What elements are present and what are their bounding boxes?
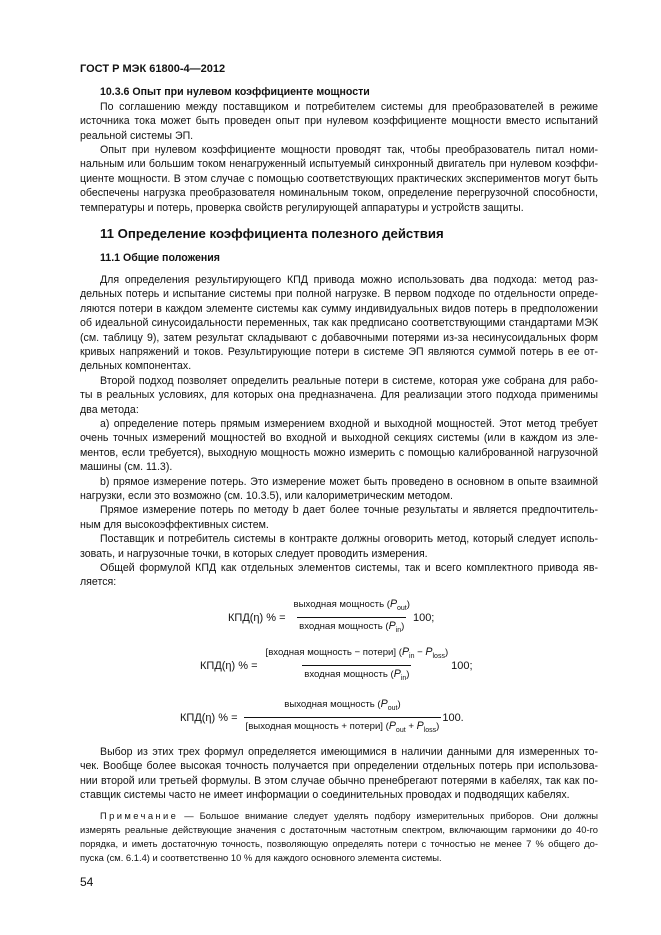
paragraph [80, 143, 598, 215]
text-line: b) прямое измерение потерь. Это измерение может быть проведено в основном в опыте взаимной [100, 475, 598, 488]
text-line: а) определение потерь прямым измерением входной и выходной мощностей. Этот метод требует [100, 417, 598, 430]
text-line: Второй подход позволяет определить реальные потери в системе, которая уже собрана для рабо- [100, 374, 598, 387]
paragraph [80, 475, 598, 504]
fraction [264, 645, 451, 687]
denominator: [выходная мощность + потери] $(P_{out} + P_{loss})$ [244, 717, 442, 738]
text-line: ставщик системы часто не имеет информации о соединительных проводах и подводящих кабелях. [80, 789, 570, 802]
text-line: об идеальной синусоидальности переменных, так как предписано соответствующими стандартами МЭК [80, 317, 598, 330]
paragraph [80, 374, 598, 417]
numerator: выходная мощность $(P_{out})$ [284, 698, 401, 712]
text-line: кривых напряжений и токов. Результирующие потери в системе ЭП являются суммой потерь в ее от- [80, 345, 598, 358]
numerator: [входная мощность − потери] $(P_{in} - P_{loss})$ [265, 646, 449, 660]
paragraph [80, 561, 598, 590]
paragraph [80, 273, 598, 374]
note [80, 809, 598, 864]
text-line: нии второй или третьей формулы. В этом случае обычно пренебрегают потерями в кабелях, так как по- [80, 774, 598, 787]
text-line: (см. таблицу 9), затем результат складывают с добавочными потерями из-за несинусоидальных форм [80, 331, 598, 344]
denominator: входная мощность $(P_{in})$ [297, 617, 406, 638]
text-line: ляются потери в каждом элементе системы как сумму индивидуальных видов потерь в предположении [80, 302, 598, 315]
formula-lhs: КПД(η) % = [180, 711, 238, 724]
formula-3 [180, 698, 598, 738]
paragraph [80, 503, 598, 532]
text-line: температуры и потерь, проверка свойств регулирующей аппаратуры и устройств защиты. [80, 201, 524, 214]
text-line: зовать, и нагрузочные точки, в которых следует проводить измерения. [80, 547, 428, 560]
fraction [292, 597, 412, 639]
numerator: выходная мощность $(P_{out})$ [293, 598, 410, 612]
text-line: Выбор из этих трех формул определяется имеющимися в наличии данными для измеренных то- [100, 745, 598, 758]
formula-tail: 100. [442, 711, 464, 724]
document-header: ГОСТ Р МЭК 61800-4—2012 [80, 63, 226, 75]
formula-tail: 100; [412, 611, 435, 624]
text-line: источника тока может быть проведен опыт при нулевом коэффициенте мощности вместо испытаний [80, 115, 598, 128]
paragraph [80, 417, 598, 475]
text-line: нагрузки, если это возможно (см. 10.3.5), или калориметрическим методом. [80, 489, 453, 502]
text-line: очень точных измерений мощностей во входной и выходной секциях системы (или в каждом из эле- [80, 432, 598, 445]
text-line: ляется: [80, 576, 117, 589]
text-line: Общей формулой КПД как отдельных элементов системы, так и всего комплектного привода яв- [100, 562, 598, 574]
formula-lhs: КПД(η) % = [228, 611, 286, 624]
text-line: машины (см. 11.3). [80, 461, 173, 474]
text-line: ным для высокоэффективных систем. [80, 518, 269, 531]
note-line: пуска (см. 6.1.4) и соответственно 10 % для каждого основного элемента системы. [80, 851, 442, 863]
note-line: порядка, и иметь достаточную точность, позволяющую определять потери с точностью не менее 7 % общего до- [80, 838, 598, 850]
note-label: Примечание [100, 810, 179, 822]
section-10-3-6-title: 10.3.6 Опыт при нулевом коэффициенте мощности [100, 86, 370, 99]
text-line: обеспечены нагрузка преобразователя номинальным током, определение перегрузочной способности, [80, 187, 598, 200]
paragraph [80, 532, 598, 561]
text-line: реальной системы ЭП. [80, 129, 194, 142]
text-line: два метода: [80, 403, 139, 416]
text-line: ментов, если требуется), выходную мощность можно измерить с помощью калиброванной нагрузочной [80, 446, 598, 459]
paragraph [80, 745, 598, 803]
page-number: 54 [80, 874, 94, 889]
section-11-1-title: 11.1 Общие положения [100, 252, 220, 265]
text-line: Поставщик и потребитель системы в контракте должны оговорить метод, который следует исполь- [100, 533, 598, 546]
text-line: Для определения результирующего КПД привода можно использовать два подхода: метод раз- [100, 273, 598, 286]
section-11-title: 11 Определение коэффициента полезного действия [100, 226, 444, 242]
text-line: Прямое измерение потерь по методу b дает более точные результаты и является предпочтитель- [100, 504, 598, 517]
text-line: нальным или большим током ненагруженный испытуемый синхронный двигатель при нулевом коэффи- [80, 158, 598, 171]
formula-2 [200, 646, 598, 686]
text-line: По соглашению между поставщиком и потребителем системы для преобразователей в режиме [100, 100, 598, 113]
text-line: ты в реальных условиях, для которых она предназначена. Для реализации этого подхода применимы [80, 389, 598, 402]
note-line: Примечание — Большое внимание следует уделять подбору измерительных приборов. Они должны [100, 810, 598, 822]
fraction [244, 697, 442, 739]
note-line: измерять реальные действующие значения с достаточным частотным спектром, включающим гармоники до 40-го [80, 824, 598, 836]
document-page [80, 62, 598, 889]
text-line: дельных потерь и испытание системы при полной нагрузке. В первом подходе по отдельности опреде- [80, 288, 598, 301]
formula-tail: 100; [451, 659, 473, 672]
formula-lhs: КПД(η) % = [200, 659, 258, 672]
text-line: Опыт при нулевом коэффициенте мощности проводят так, чтобы преобразователь питал номи- [100, 144, 598, 157]
denominator: входная мощность $(P_{in})$ [302, 665, 411, 686]
text-line: циенте мощности. В этом случае с помощью соответствующих практических экспериментов могут быть [80, 172, 598, 185]
text-line: дельных компонентах. [80, 360, 192, 373]
paragraph [80, 100, 598, 143]
formula-1 [228, 598, 598, 638]
text-line: чек. Вообще более высокая точность получается при определении отдельных потерь при использова- [80, 760, 598, 773]
